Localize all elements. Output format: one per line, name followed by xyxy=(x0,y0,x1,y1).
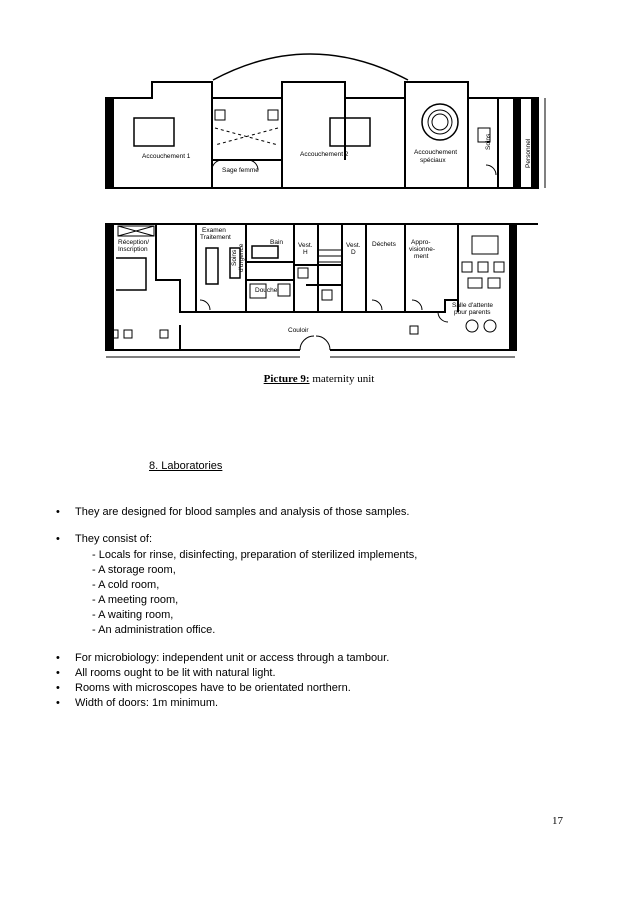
sub-list-item: - A waiting room, xyxy=(92,609,174,621)
bullet-marker: • xyxy=(56,533,60,545)
label-vest-d-letter: D xyxy=(351,249,356,256)
label-soins: Soins xyxy=(485,133,492,150)
label-soins-urgence: Soins xyxy=(231,249,238,266)
label-vest-h: Vest. xyxy=(298,242,313,249)
label-douche: Douche xyxy=(255,287,278,294)
bullet-marker: • xyxy=(56,667,60,679)
label-vest-d: Vest. xyxy=(346,242,361,249)
floor-plan-image xyxy=(0,0,638,372)
bullet-marker: • xyxy=(56,506,60,518)
label-dechets: Déchets xyxy=(372,241,396,248)
sub-list-item: - Locals for rinse, disinfecting, preparation of sterilized implements, xyxy=(92,549,418,561)
label-speciaux: spéciaux xyxy=(420,157,446,164)
bullet-text: Width of doors: 1m minimum. xyxy=(75,697,219,709)
label-visionne: visionne- xyxy=(409,246,436,253)
bullet-text: They are designed for blood samples and analysis of those samples. xyxy=(75,506,410,518)
label-examen: Examen xyxy=(202,227,226,234)
bullet-text: All rooms ought to be lit with natural light. xyxy=(75,667,276,679)
bullet-text: For microbiology: independent unit or access through a tambour. xyxy=(75,652,390,664)
bullet-text: Rooms with microscopes have to be orientated northern. xyxy=(75,682,351,694)
sub-list-item: - A meeting room, xyxy=(92,594,179,606)
label-inscription: Inscription xyxy=(118,246,148,253)
label-accouchement-2: Accouchement 2 xyxy=(300,151,349,158)
label-approvisionnement: Appro- xyxy=(411,239,431,246)
label-traitement: Traitement xyxy=(200,234,231,241)
label-accouchement-speciaux: Accouchement xyxy=(414,149,457,156)
section-heading: 8. Laboratories xyxy=(149,460,223,472)
label-ment: ment xyxy=(414,253,429,260)
label-bain: Bain xyxy=(270,239,284,246)
label-vest-h-letter: H xyxy=(303,249,308,256)
label-urgence: d'urgence xyxy=(238,243,245,272)
page-number: 17 xyxy=(552,815,563,827)
bullet-marker: • xyxy=(56,652,60,664)
caption-text: maternity unit xyxy=(309,373,375,385)
caption-prefix: Picture 9: xyxy=(263,373,310,385)
label-reception: Réception/ xyxy=(118,239,150,246)
label-accouchement-1: Accouchement 1 xyxy=(142,153,191,160)
sub-list-item: - A cold room, xyxy=(92,579,160,591)
label-personnel: Personnel xyxy=(525,138,532,168)
label-salle-attente: Salle d'attente xyxy=(452,302,493,309)
sub-list-item: - A storage room, xyxy=(92,564,176,576)
bullet-text: They consist of: xyxy=(75,533,153,545)
label-couloir: Couloir xyxy=(288,327,309,334)
label-sage-femme: Sage femme xyxy=(222,167,259,174)
figure-caption xyxy=(0,373,638,385)
sub-list-item: - An administration office. xyxy=(92,624,216,636)
label-pour-parents: pour parents xyxy=(454,309,491,316)
bullet-marker: • xyxy=(56,697,60,709)
bullet-marker: • xyxy=(56,682,60,694)
